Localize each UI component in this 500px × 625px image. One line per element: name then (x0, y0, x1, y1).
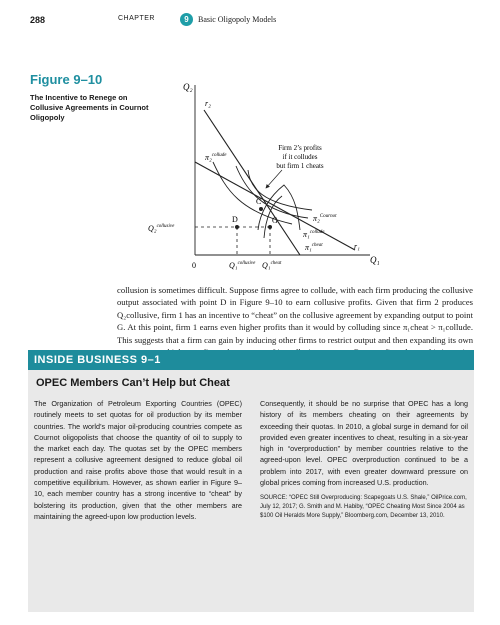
point-d-label: D (232, 215, 238, 224)
origin-label: 0 (192, 261, 196, 270)
inside-business-banner (28, 350, 474, 370)
page-number: 288 (30, 15, 46, 25)
q1-collusive-label: Q₁$^{collusive}$ (229, 261, 256, 270)
point-c-marker (259, 207, 263, 211)
inside-business-label: INSIDE BUSINESS 9–1 (34, 354, 161, 366)
reaction-curve-r1 (195, 162, 355, 250)
figure-diagram (0, 0, 500, 290)
q2-collusive-label: Q₂$^{collusive}$ (148, 224, 175, 233)
q1-axis-label: Q₁ (370, 255, 380, 265)
pi1-collude-label: π₁$^{collude}$ (303, 230, 325, 239)
point-d-marker (235, 225, 239, 229)
inside-business-title: OPEC Members Can’t Help but Cheat (36, 377, 230, 389)
chapter-number-badge: 9 (180, 13, 193, 26)
firm2-note-2: if it colludes (282, 153, 318, 161)
point-c-label: C (256, 197, 262, 206)
r2-label: r₂ (205, 99, 211, 108)
inside-business-left-column: The Organization of Petroleum Exporting Countries (OPEC) routinely meets to set quotas for oil production by its member countries. The world’s major oil-producing countries compete as Cournot oligopolists that choose the quantity of oil to supply to the market each day. The quotas set by the OPEC members represent a collusive agreement designed to reduce global oil production and raise profits above those that would result in a competitive equilibrium. However, as shown earlier in Figure 9–10, each member country has a strong incentive to “cheat” by bolstering its production, given that the other members are maintaining the agreed-upon low production levels. (34, 399, 242, 521)
chapter-label: CHAPTER (118, 15, 155, 22)
figure-caption: The Incentive to Renege on Collusive Agreements in Cournot Oligopoly (30, 93, 149, 122)
pi2-collude-label: π₂$^{collude}$ (205, 153, 227, 162)
pi1-cheat-label: π₁$^{cheat}$ (305, 243, 323, 252)
inside-business-box (28, 350, 474, 612)
pi2-cournot-label: π₂$^{Cournot}$ (313, 214, 337, 223)
point-g-marker (268, 225, 272, 229)
point-g-label: G (272, 216, 278, 225)
figure-title: Figure 9–10 (30, 72, 103, 87)
inside-business-right-text: Consequently, it should be no surprise that OPEC has a long history of its members cheating on their agreements by exceeding their quotas. In 2010, a global surge in demand for oil provided even greater incentives to cheat, resulting in a six-year high in “overproduction” by member countries relative to the agreed-upon level. OPEC overproduction continued to be a problem into 2017, with even greater downward pressure on global prices coming from increased U.S. production. (260, 399, 468, 488)
body-paragraph: collusion is sometimes difficult. Suppose firms agree to collude, with each firm producing the collusive output associated with point D in Figure 9–10 to earn collusive profits. Given that firm 2 produces Q₂collusive, firm 1 has an incentive to “cheat” on the collusive agreement by expanding output to point G. At this point, firm 1 earns even higher profits than it would by colluding since π₁cheat > π₁collude. This suggests that a firm can gain by inducing other firms to restrict output and then expanding its own (117, 285, 473, 345)
inside-business-source: SOURCE: “OPEC Still Overproducing: Scapegoats U.S. Shale,” OilPrice.com, July 12, 2017; G. Smith and M. Habiby, “OPEC Cheating Most Since 2004 as $100 Oil Heralds More Supply,” Bloomberg.com, December 13, 2010. (260, 495, 467, 520)
firm2-note-arrow (266, 170, 282, 188)
q2-axis-label: Q₂ (183, 82, 193, 92)
inside-business-right-column (260, 398, 468, 521)
chapter-title: Basic Oligopoly Models (198, 15, 277, 24)
firm2-note-3: but firm 1 cheats (276, 162, 324, 170)
firm2-note-1: Firm 2’s profits (278, 144, 322, 152)
r1-label: r₁ (354, 242, 360, 251)
q1-cheat-label: Q₁$^{cheat}$ (262, 261, 282, 270)
